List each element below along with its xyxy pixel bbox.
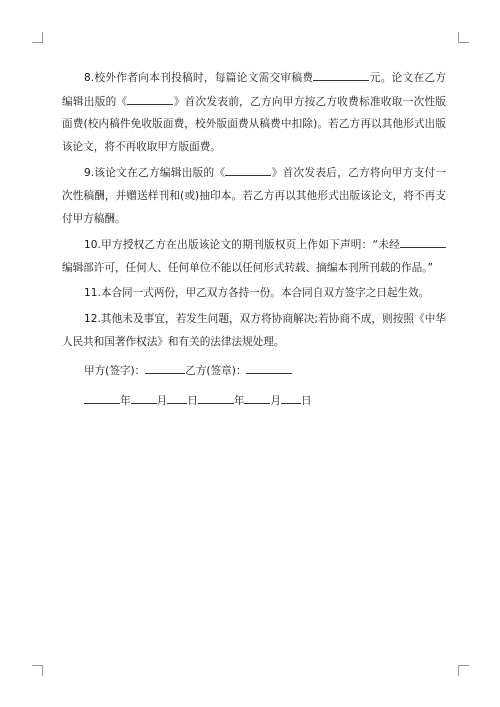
journal-name-blank	[225, 161, 271, 176]
review-fee-blank	[313, 66, 369, 81]
clause-8-text-2: 元。论文在乙方编辑出版的《	[62, 72, 447, 108]
day-blank-b	[281, 389, 301, 404]
crop-mark-bottom-right	[458, 665, 469, 676]
day-label-b: 日	[300, 394, 312, 407]
party-a-label: 甲方(签字)：	[84, 365, 146, 378]
year-label-b: 年	[233, 394, 245, 407]
year-blank-a	[84, 389, 120, 404]
party-b-label: 乙方(签章)：	[185, 365, 247, 378]
clause-12: 12.其他未及事宜，若发生问题，双方将协商解决;若协商不成，则按照《中华人民共和国著作权法》和有关的法律法规处理。	[62, 312, 446, 348]
crop-mark-top-left	[32, 32, 43, 43]
clause-10-text-1: 10.甲方授权乙方在出版该论文的期刊版权页上作如下声明：“未经	[84, 239, 400, 252]
day-blank-a	[167, 389, 187, 404]
party-b-signature-blank	[246, 359, 292, 374]
month-label-a: 月	[156, 394, 168, 407]
document-body	[62, 66, 446, 415]
editorial-name-blank	[400, 233, 446, 248]
crop-mark-top-right	[458, 32, 469, 43]
year-blank-b	[198, 389, 234, 404]
party-a-signature-blank	[145, 359, 185, 374]
month-blank-a	[131, 389, 157, 404]
year-label-a: 年	[120, 394, 131, 407]
clause-10	[62, 233, 446, 279]
clause-9	[62, 161, 446, 230]
journal-name-blank	[127, 90, 173, 105]
clause-8-text-3: 》首次发表前，乙方向甲方按乙方收费标准收取一次性版面费(校内稿件免收版面费，校外版面费从稿费中扣除)。若乙方再以其他形式出版该论文，将不再收取甲方版面费。	[62, 95, 447, 153]
crop-mark-bottom-left	[32, 665, 43, 676]
date-line	[62, 389, 446, 413]
clause-11: 11.本合同一式两份，甲乙双方各持一份。本合同自双方签字之日起生效。	[84, 287, 430, 300]
signature-line	[62, 359, 446, 383]
clause-9-text-2: 》首次发表后，乙方将向甲方支付一次性稿酬，并赠送样刊和(或)抽印本。若乙方再以其他形式出版该论文，将不再支付甲方稿酬。	[62, 167, 447, 225]
day-label-a: 日	[187, 394, 198, 407]
clause-10-text-2: 编辑部许可，任何人、任何单位不能以任何形式转载、摘编本刊所刊载的作品。”	[62, 261, 433, 274]
clause-8-text-1: 8.校外作者向本刊投稿时，每篇论文需交审稿费	[84, 72, 314, 84]
clause-9-text-1: 9.该论文在乙方编辑出版的《	[84, 167, 226, 180]
month-label-b: 月	[270, 394, 281, 407]
month-blank-b	[244, 389, 270, 404]
clause-8	[62, 66, 446, 158]
